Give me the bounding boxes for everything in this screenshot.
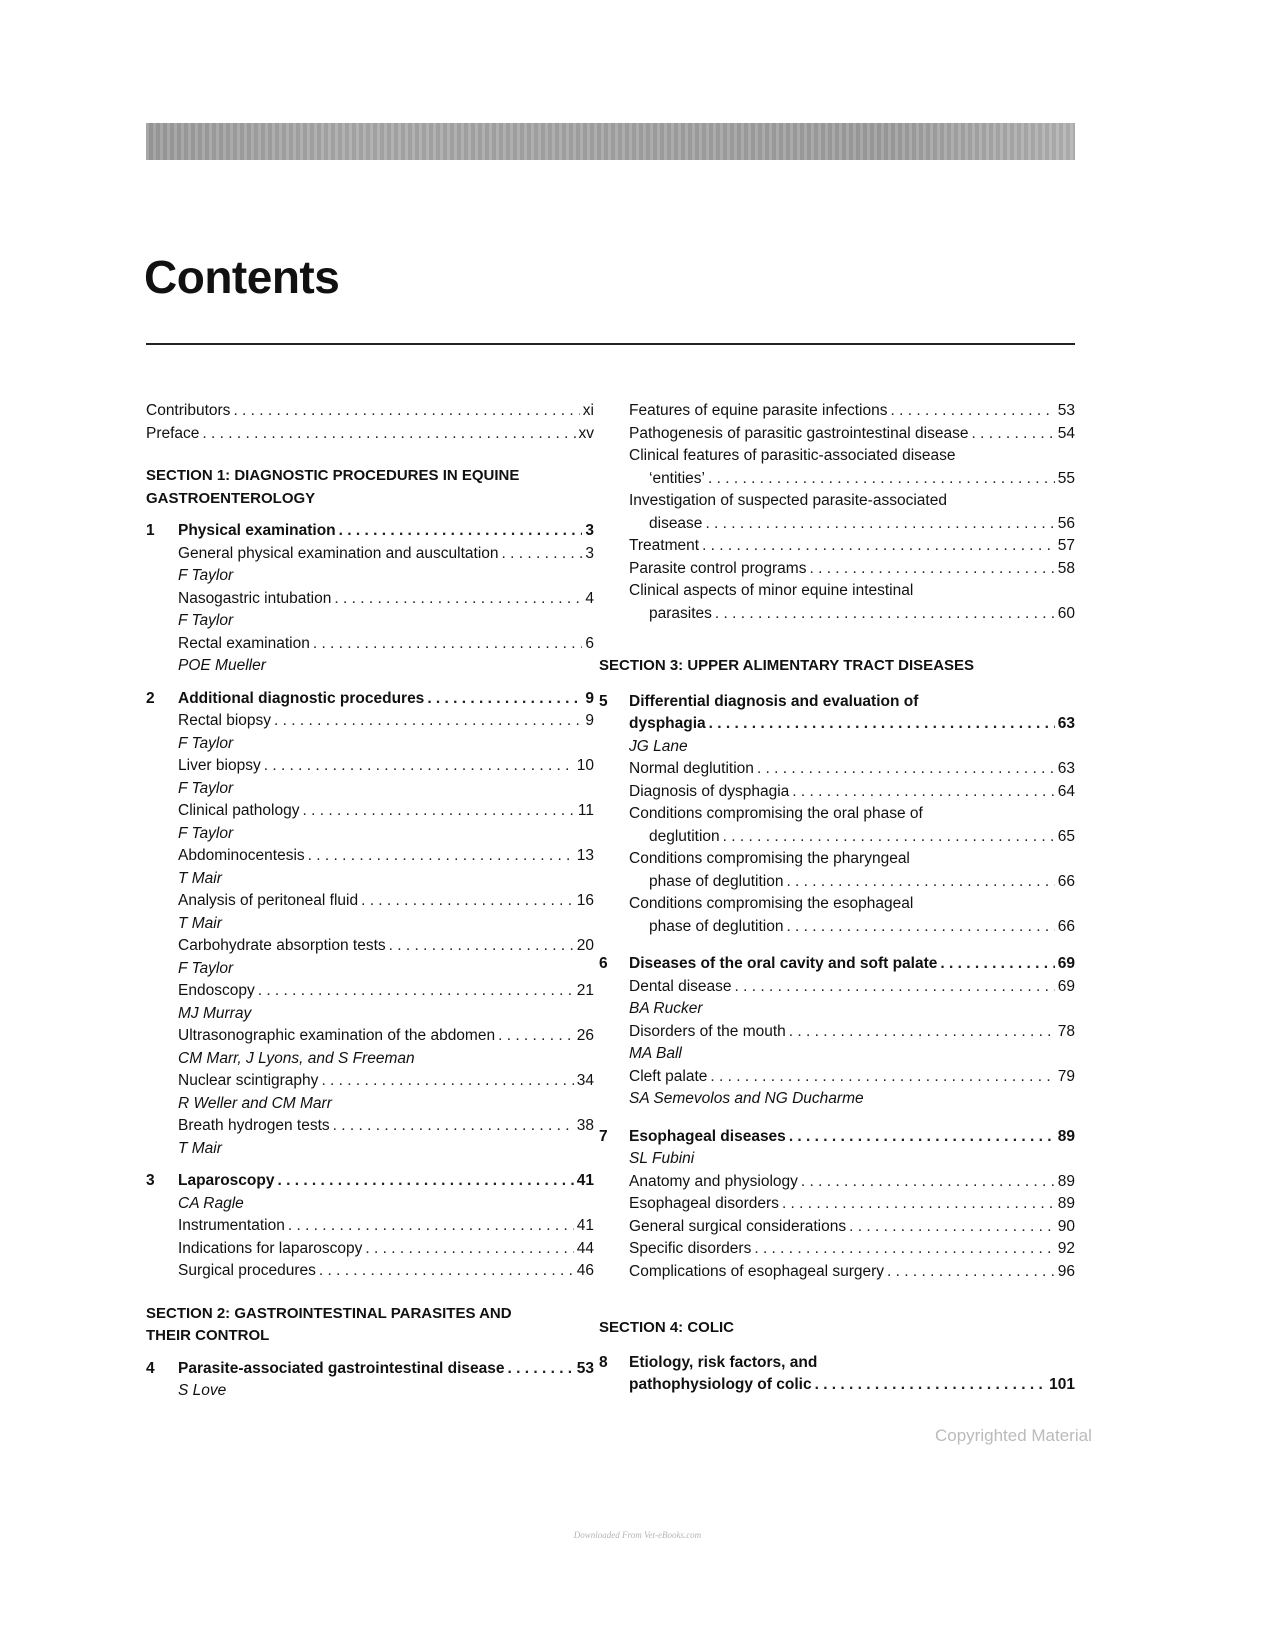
toc-entry[interactable]: Normal deglutition . . . 63 xyxy=(629,758,1075,781)
toc-entry[interactable]: Analysis of peritoneal fluid . . . 16 xyxy=(146,890,594,913)
chapter-entry[interactable]: 1 Physical examination . . . 3 xyxy=(146,520,594,543)
toc-entry-first-line: Investigation of suspected parasite-associated xyxy=(629,492,947,509)
section-heading: SECTION 4: COLIC xyxy=(599,1319,735,1336)
author: JG Lane xyxy=(629,737,688,755)
download-source-note: Downloaded From Vet-eBooks.com xyxy=(573,1530,702,1540)
toc-left-column xyxy=(146,400,594,1403)
toc-entry-first-line: Conditions compromising the oral phase of xyxy=(629,805,923,822)
toc-entry[interactable]: Features of equine parasite infections . . . 53 xyxy=(629,400,1075,423)
chapter-entry[interactable]: 3 Laparoscopy . . . 41 xyxy=(146,1170,594,1193)
toc-entry-first-line: Conditions compromising the pharyngeal xyxy=(629,850,910,867)
toc-entry[interactable]: Esophageal disorders . . . 89 xyxy=(629,1193,1075,1216)
toc-entry[interactable]: Carbohydrate absorption tests . . . 20 xyxy=(146,935,594,958)
author: F Taylor xyxy=(178,824,234,842)
toc-entry[interactable]: Nasogastric intubation . . . 4 xyxy=(146,588,594,611)
toc-entry[interactable]: Diagnosis of dysphagia . . . 64 xyxy=(629,781,1075,804)
author: S Love xyxy=(178,1382,227,1399)
author: T Mair xyxy=(178,869,222,887)
toc-entry[interactable]: phase of deglutition . . . 66 xyxy=(629,916,1075,939)
section-heading: SECTION 3: UPPER ALIMENTARY TRACT DISEASES xyxy=(599,657,975,674)
toc-entry[interactable]: Preface . . . xv xyxy=(146,423,594,446)
toc-entry[interactable]: parasites . . . 60 xyxy=(629,603,1075,626)
toc-entry[interactable]: Abdominocentesis . . . 13 xyxy=(146,845,594,868)
toc-entry-first-line: Clinical features of parasitic-associated disease xyxy=(629,447,956,464)
chapter-entry[interactable]: 2 Additional diagnostic procedures . . . 9 xyxy=(146,688,594,711)
toc-entry[interactable]: General surgical considerations . . . 90 xyxy=(629,1216,1075,1239)
toc-entry[interactable]: Instrumentation . . . 41 xyxy=(146,1215,594,1238)
toc-entry[interactable]: Anatomy and physiology . . . 89 xyxy=(629,1171,1075,1194)
toc-entry[interactable]: Cleft palate . . . 79 xyxy=(629,1066,1075,1089)
author: MA Ball xyxy=(629,1045,682,1062)
toc-entry[interactable]: Contributors . . . xi xyxy=(146,400,594,423)
chapter-entry[interactable]: 8 Etiology, risk factors, and pathophysiology of colic . . . 101 xyxy=(629,1352,1075,1397)
author: CM Marr, J Lyons, and S Freeman xyxy=(178,1049,415,1067)
toc-entry[interactable]: Surgical procedures . . . 46 xyxy=(146,1260,594,1283)
toc-entry[interactable]: Nuclear scintigraphy . . . 34 xyxy=(146,1070,594,1093)
toc-entry[interactable]: Indications for laparoscopy . . . 44 xyxy=(146,1238,594,1261)
toc-entry[interactable]: Complications of esophageal surgery . . . 96 xyxy=(629,1261,1075,1284)
toc-entry[interactable]: disease . . . 56 xyxy=(629,513,1075,536)
toc-entry[interactable]: Ultrasonographic examination of the abdomen . . . 26 xyxy=(146,1025,594,1048)
toc-entry[interactable]: Parasite control programs . . . 58 xyxy=(629,558,1075,581)
author: T Mair xyxy=(178,1139,222,1157)
toc-entry[interactable]: phase of deglutition . . . 66 xyxy=(629,871,1075,894)
chapter-entry[interactable]: 6 Diseases of the oral cavity and soft palate . . . 69 xyxy=(629,953,1075,976)
author: F Taylor xyxy=(178,734,234,752)
toc-entry[interactable]: Breath hydrogen tests . . . 38 xyxy=(146,1115,594,1138)
toc-entry[interactable]: Dental disease . . . 69 xyxy=(629,976,1075,999)
page-title: Contents xyxy=(144,251,340,303)
toc-entry[interactable]: Disorders of the mouth . . . 78 xyxy=(629,1021,1075,1044)
toc-entry[interactable]: Rectal examination . . . 6 xyxy=(146,633,594,656)
author: BA Rucker xyxy=(629,1000,703,1017)
chapter-entry[interactable]: 4 Parasite-associated gastrointestinal disease . . . 53 xyxy=(146,1358,594,1381)
toc-entry[interactable]: Treatment . . . 57 xyxy=(629,535,1075,558)
toc-entry[interactable]: Rectal biopsy . . . 9 xyxy=(146,710,594,733)
author: POE Mueller xyxy=(178,657,266,674)
author: T Mair xyxy=(178,914,222,932)
toc-entry[interactable]: Clinical pathology . . . 11 xyxy=(146,800,594,823)
title-rule xyxy=(146,343,1075,345)
toc-entry[interactable]: deglutition . . . 65 xyxy=(629,826,1075,849)
author: MJ Murray xyxy=(178,1004,252,1022)
author: F Taylor xyxy=(178,779,234,797)
toc-entry[interactable]: ‘entities’ . . . 55 xyxy=(629,468,1075,491)
author: F Taylor xyxy=(178,959,234,977)
author: CA Ragle xyxy=(178,1194,244,1212)
toc-entry[interactable]: Specific disorders . . . 92 xyxy=(629,1238,1075,1261)
copyright-watermark: Copyrighted Material xyxy=(935,1426,1092,1445)
chapter-entry[interactable]: 5 Differential diagnosis and evaluation of dysphagia . . . 63 xyxy=(629,691,1075,736)
toc-entry[interactable]: Pathogenesis of parasitic gastrointestinal disease . . . 54 xyxy=(629,423,1075,446)
toc-entry-first-line: Clinical aspects of minor equine intestinal xyxy=(629,582,914,599)
toc-entry[interactable]: Endoscopy . . . 21 xyxy=(146,980,594,1003)
toc-entry[interactable]: Liver biopsy . . . 10 xyxy=(146,755,594,778)
section-heading: SECTION 2: GASTROINTESTINAL PARASITES AND THEIR CONTROL xyxy=(146,1304,512,1344)
chapter-entry[interactable]: 7 Esophageal diseases . . . 89 xyxy=(629,1126,1075,1149)
author: R Weller and CM Marr xyxy=(178,1094,332,1112)
header-banner xyxy=(146,123,1075,160)
author: F Taylor xyxy=(178,612,234,629)
author: SA Semevolos and NG Ducharme xyxy=(629,1090,864,1107)
author: F Taylor xyxy=(178,567,234,584)
author: SL Fubini xyxy=(629,1150,695,1167)
toc-entry[interactable]: General physical examination and auscultation . . . 3 xyxy=(146,543,594,566)
toc-entry-first-line: Conditions compromising the esophageal xyxy=(629,895,914,912)
toc-right-column xyxy=(599,400,1075,1397)
section-heading: SECTION 1: DIAGNOSTIC PROCEDURES IN EQUINE GASTROENTEROLOGY xyxy=(146,467,520,507)
